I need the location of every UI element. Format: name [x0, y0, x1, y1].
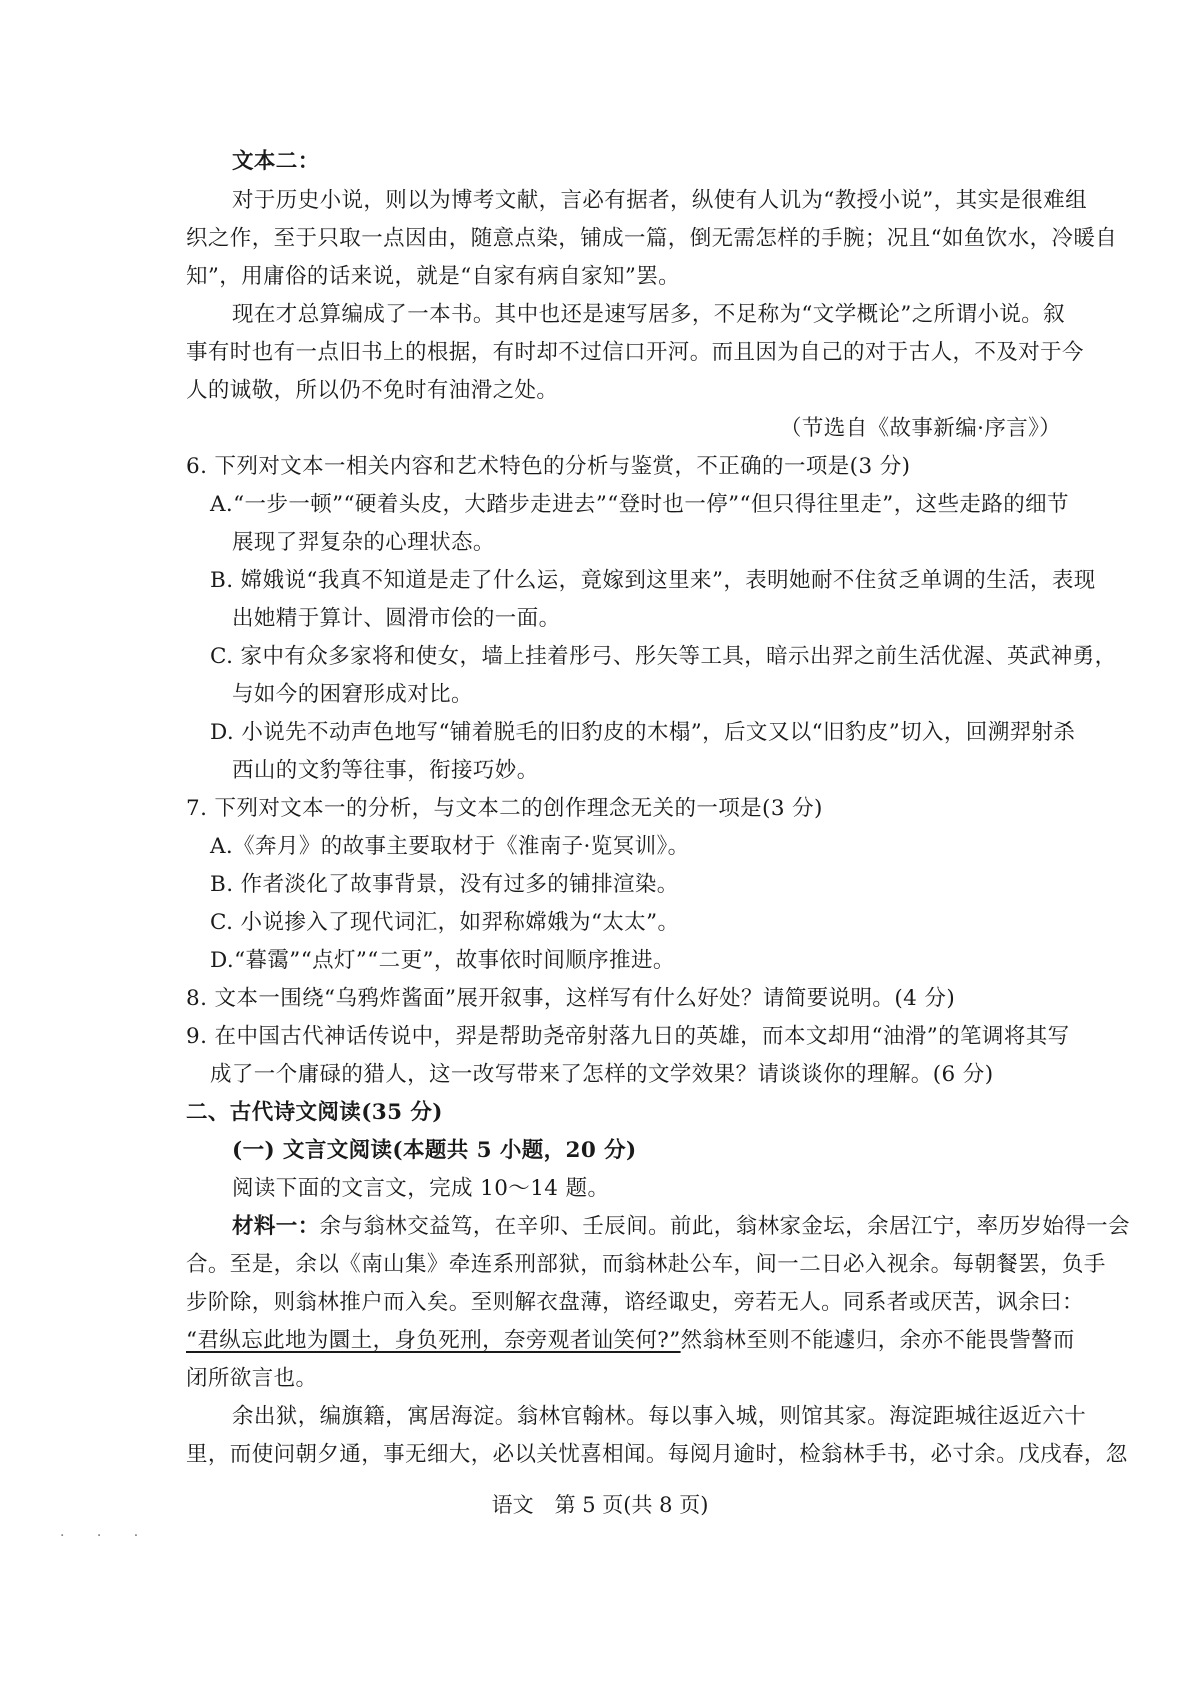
material1-line4: [186, 1326, 1075, 1356]
material1-underlined-sentence: “君纵忘此地为圜土，身负死刑，奈旁观者讪笑何?”: [186, 1328, 681, 1353]
text2-p1-line2: 织之作，至于只取一点因由，随意点染，铺成一篇，倒无需怎样的手腕；况且“如鱼饮水，冷暖自: [186, 226, 1118, 251]
scan-specks: · · ·: [60, 1528, 153, 1544]
material1-line4-rest: 然翁林至则不能遽归，余亦不能畏訾謷而: [680, 1328, 1075, 1353]
section2-instruction: 阅读下面的文言文，完成 10～14 题。: [232, 1176, 610, 1201]
q7-stem: 7. 下列对文本一的分析，与文本二的创作理念无关的一项是(3 分): [186, 796, 823, 821]
text2-p2-line1: 现在才总算编成了一本书。其中也还是速写居多，不足称为“文学概论”之所谓小说。叙: [232, 302, 1066, 327]
text2-p1-line1: 对于历史小说，则以为博考文献，言必有据者，纵使有人讥为“教授小说”，其实是很难组: [232, 188, 1087, 213]
page-footer: 语文 第 5 页(共 8 页): [491, 1493, 709, 1517]
q6-option-d-line1: D. 小说先不动声色地写“铺着脱毛的旧豹皮的木榻”，后文又以“旧豹皮”切入，回溯羿射杀: [210, 720, 1076, 745]
q9-line1: 9. 在中国古代神话传说中，羿是帮助尧帝射落九日的英雄，而本文却用“油滑”的笔调将其写: [186, 1024, 1070, 1049]
material1-p2-line2: 里，而使问朝夕通，事无细大，必以关忧喜相闻。每阅月逾时，检翁林手书，必寸余。戊戌春，忽: [186, 1442, 1128, 1467]
q8-stem: 8. 文本一围绕“乌鸦炸酱面”展开叙事，这样写有什么好处？请简要说明。(4 分): [186, 986, 956, 1011]
text2-p2-line3: 人的诚敬，所以仍不免时有油滑之处。: [186, 378, 559, 403]
section2-title: 二、古代诗文阅读(35 分): [186, 1100, 443, 1125]
q6-option-d-line2: 西山的文豹等往事，衔接巧妙。: [232, 758, 539, 783]
text2-title: 文本二：: [232, 149, 320, 174]
material1-line3: 步阶除，则翁林推户而入矣。至则解衣盘薄，谘经诹史，旁若无人。同系者或厌苦，讽余曰：: [186, 1290, 1084, 1315]
q7-option-a: A.《奔月》的故事主要取材于《淮南子·览冥训》。: [210, 834, 690, 859]
q6-option-b-line2: 出她精于算计、圆滑市侩的一面。: [232, 606, 561, 631]
material1-line1: [232, 1212, 1130, 1242]
material1-p2-line1: 余出狱，编旗籍，寓居海淀。翁林官翰林。每以事入城，则馆其家。海淀距城往返近六十: [232, 1404, 1087, 1429]
material1-line1-part1: 余与翁林交益笃，在辛卯、壬辰间。前此，翁林家金坛，余居江宁，: [319, 1214, 977, 1239]
material1-label: 材料一：: [232, 1214, 320, 1239]
material1-line1-part2: 历岁始得一会: [998, 1214, 1130, 1239]
q6-option-a-line2: 展现了羿复杂的心理状态。: [232, 530, 495, 555]
q9-line2: 成了一个庸碌的猎人，这一改写带来了怎样的文学效果？请谈谈你的理解。(6 分): [210, 1062, 994, 1087]
q6-option-b-line1: B. 嫦娥说“我真不知道是走了什么运，竟嫁到这里来”，表明她耐不住贫乏单调的生活，表现: [210, 568, 1096, 593]
q6-option-c-line1: C. 家中有众多家将和使女，墙上挂着彤弓、彤矢等工具，暗示出羿之前生活优渥、英武神勇，: [210, 644, 1117, 669]
q6-option-c-line2: 与如今的困窘形成对比。: [232, 682, 473, 707]
text2-p2-line2: 事有时也有一点旧书上的根据，有时却不过信口开河。而且因为自己的对于古人，不及对于今: [186, 340, 1084, 365]
q7-option-b: B. 作者淡化了故事背景，没有过多的铺排渲染。: [210, 872, 679, 897]
q7-option-d: D.“暮霭”“点灯”“二更”，故事依时间顺序推进。: [210, 948, 675, 973]
material1-dotted-char: 率: [976, 1214, 999, 1239]
material1-line5: 闭所欲言也。: [186, 1366, 318, 1391]
material1-line2: 合。至是，余以《南山集》牵连系刑部狱，而翁林赴公车，间一二日必入视余。每朝餐罢，负手: [186, 1252, 1106, 1277]
text2-p1-line3: 知”，用庸俗的话来说，就是“自家有病自家知”罢。: [186, 264, 681, 289]
q7-option-c: C. 小说掺入了现代词汇，如羿称嫦娥为“太太”。: [210, 910, 680, 935]
q6-stem: 6. 下列对文本一相关内容和艺术特色的分析与鉴赏，不正确的一项是(3 分): [186, 454, 911, 479]
q6-option-a-line1: A.“一步一顿”“硬着头皮，大踏步走进去”“登时也一停”“但只得往里走”，这些走路的细节: [210, 492, 1069, 517]
text2-source: （节选自《故事新编·序言》）: [780, 416, 1062, 441]
section2-sub1: (一) 文言文阅读(本题共 5 小题，20 分): [232, 1138, 637, 1163]
